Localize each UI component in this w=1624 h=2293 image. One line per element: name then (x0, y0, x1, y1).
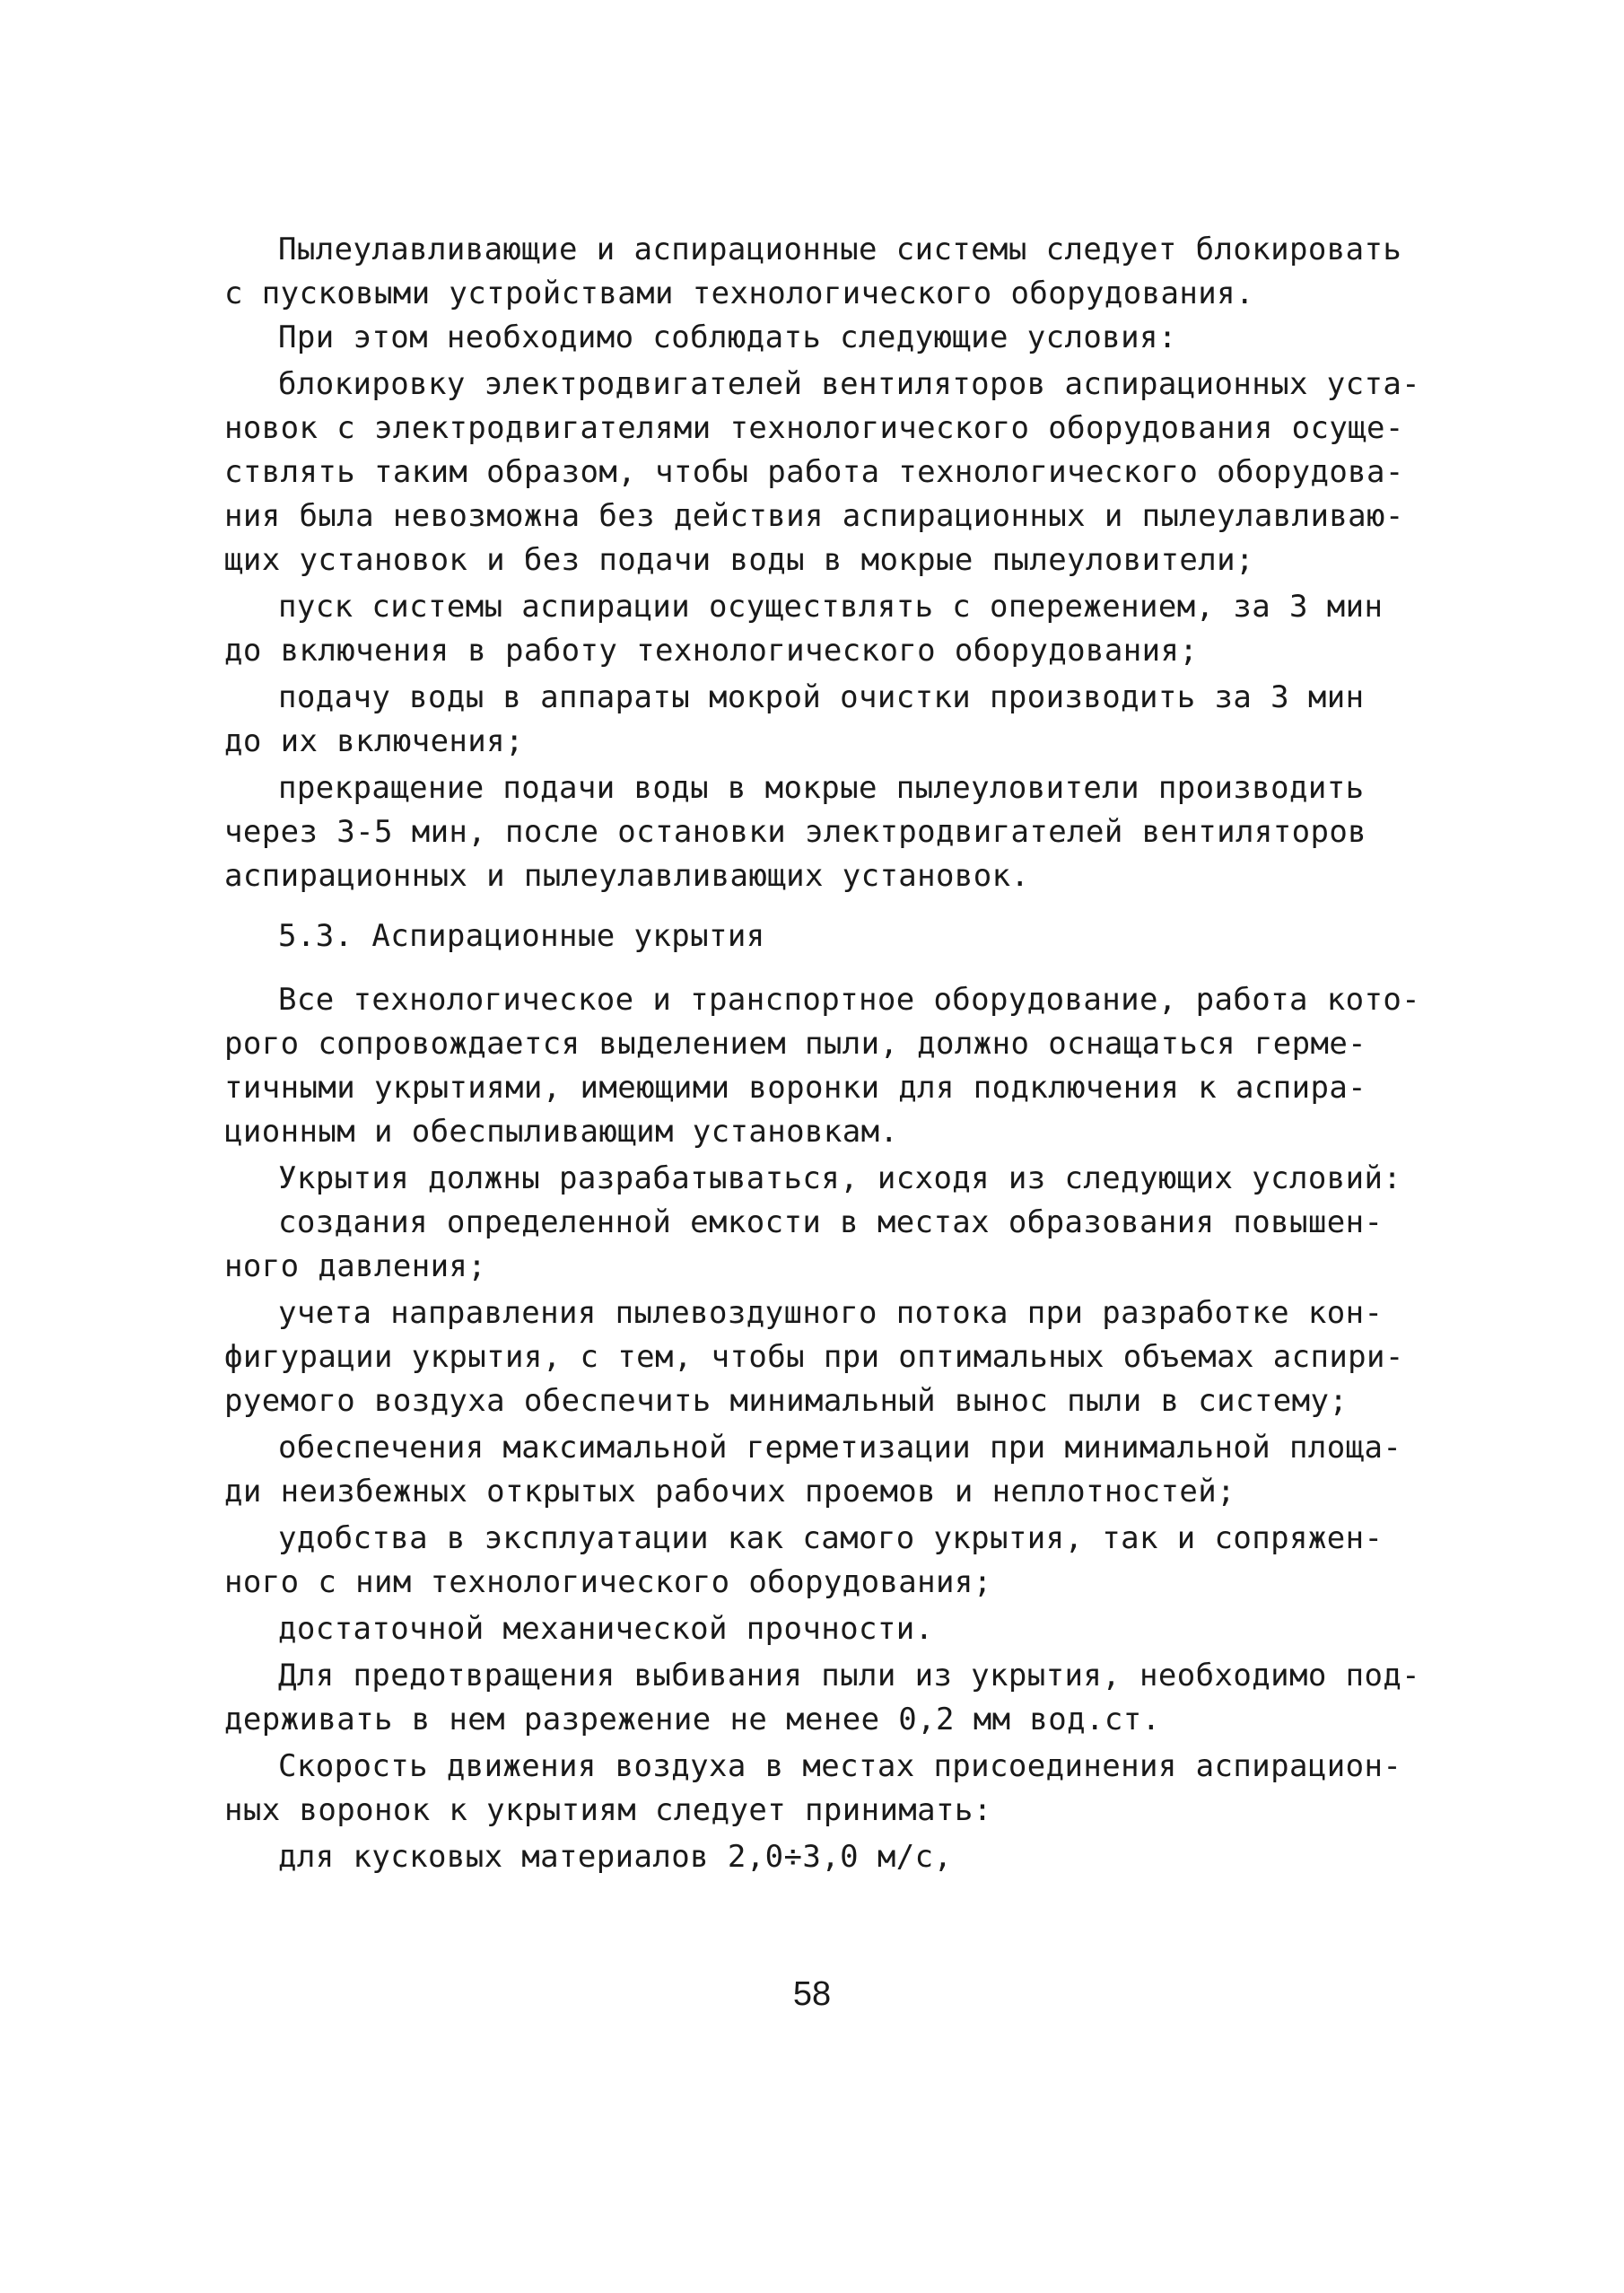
text-line: Для предотвращения выбивания пыли из укрытия, необходимо под- (278, 1658, 1421, 1693)
page-number: 58 (792, 1975, 832, 2013)
text-line: ния была невозможна без действия аспирационных и пылеулавливаю- (224, 498, 1404, 534)
text-line: Все технологическое и транспортное оборудование, работа кото- (278, 982, 1421, 1018)
text-line: аспирационных и пылеулавливающих установок. (224, 858, 1030, 894)
text-line: подачу воды в аппараты мокрой очистки производить за 3 мин (278, 679, 1365, 715)
text-line: ного с ним технологического оборудования; (224, 1564, 992, 1600)
text-line: Скорость движения воздуха в местах присоединения аспирацион- (278, 1748, 1402, 1784)
text-line: создания определенной емкости в местах образования повышен- (278, 1204, 1384, 1240)
text-line: фигурации укрытия, с тем, чтобы при оптимальных объемах аспири- (224, 1339, 1404, 1375)
text-line: рого сопровождается выделением пыли, должно оснащаться герме- (224, 1026, 1367, 1062)
text-line: для кусковых материалов 2,0÷3,0 м/с, (278, 1839, 953, 1875)
text-line: учета направления пылевоздушного потока при разработке кон- (278, 1295, 1384, 1331)
text-line: обеспечения максимальной герметизации при минимальной площа- (278, 1430, 1402, 1466)
text-line: новок с электродвигателями технологического оборудования осуще- (224, 410, 1404, 446)
text-line: Пылеулавливающие и аспирационные системы следует блокировать (278, 232, 1402, 267)
text-line: ного давления; (224, 1248, 487, 1284)
text-line: пуск системы аспирации осуществлять с опережением, за 3 мин (278, 589, 1384, 625)
text-line: прекращение подачи воды в мокрые пылеуловители производить (278, 770, 1365, 806)
text-line: удобства в эксплуатации как самого укрытия, так и сопряжен- (278, 1520, 1384, 1556)
text-line: тичными укрытиями, имеющими воронки для подключения к аспира- (224, 1070, 1367, 1106)
text-line: руемого воздуха обеспечить минимальный вынос пыли в систему; (224, 1383, 1349, 1419)
text-line: ствлять таким образом, чтобы работа технологического оборудова- (224, 454, 1404, 490)
section-heading: 5.3. Аспирационные укрытия (278, 918, 765, 954)
text-line: щих установок и без подачи воды в мокрые пылеуловители; (224, 542, 1254, 578)
text-line: ных воронок к укрытиям следует принимать: (224, 1792, 992, 1828)
text-line: При этом необходимо соблюдать следующие условия: (278, 319, 1177, 355)
text-line: блокировку электродвигателей вентиляторов аспирационных уста- (278, 366, 1421, 402)
text-line: ционным и обеспыливающим установкам. (224, 1114, 899, 1150)
text-line: достаточной механической прочности. (278, 1611, 934, 1647)
text-line: ди неизбежных открытых рабочих проемов и неплотностей; (224, 1474, 1235, 1510)
text-line: с пусковыми устройствами технологического оборудования. (224, 276, 1254, 311)
text-line: через 3-5 мин, после остановки электродвигателей вентиляторов (224, 814, 1367, 850)
text-line: Укрытия должны разрабатываться, исходя из следующих условий: (278, 1160, 1402, 1196)
text-line: держивать в нем разрежение не менее 0,2 мм вод.ст. (224, 1702, 1161, 1737)
text-line: до их включения; (224, 723, 524, 759)
text-line: до включения в работу технологического оборудования; (224, 633, 1199, 669)
